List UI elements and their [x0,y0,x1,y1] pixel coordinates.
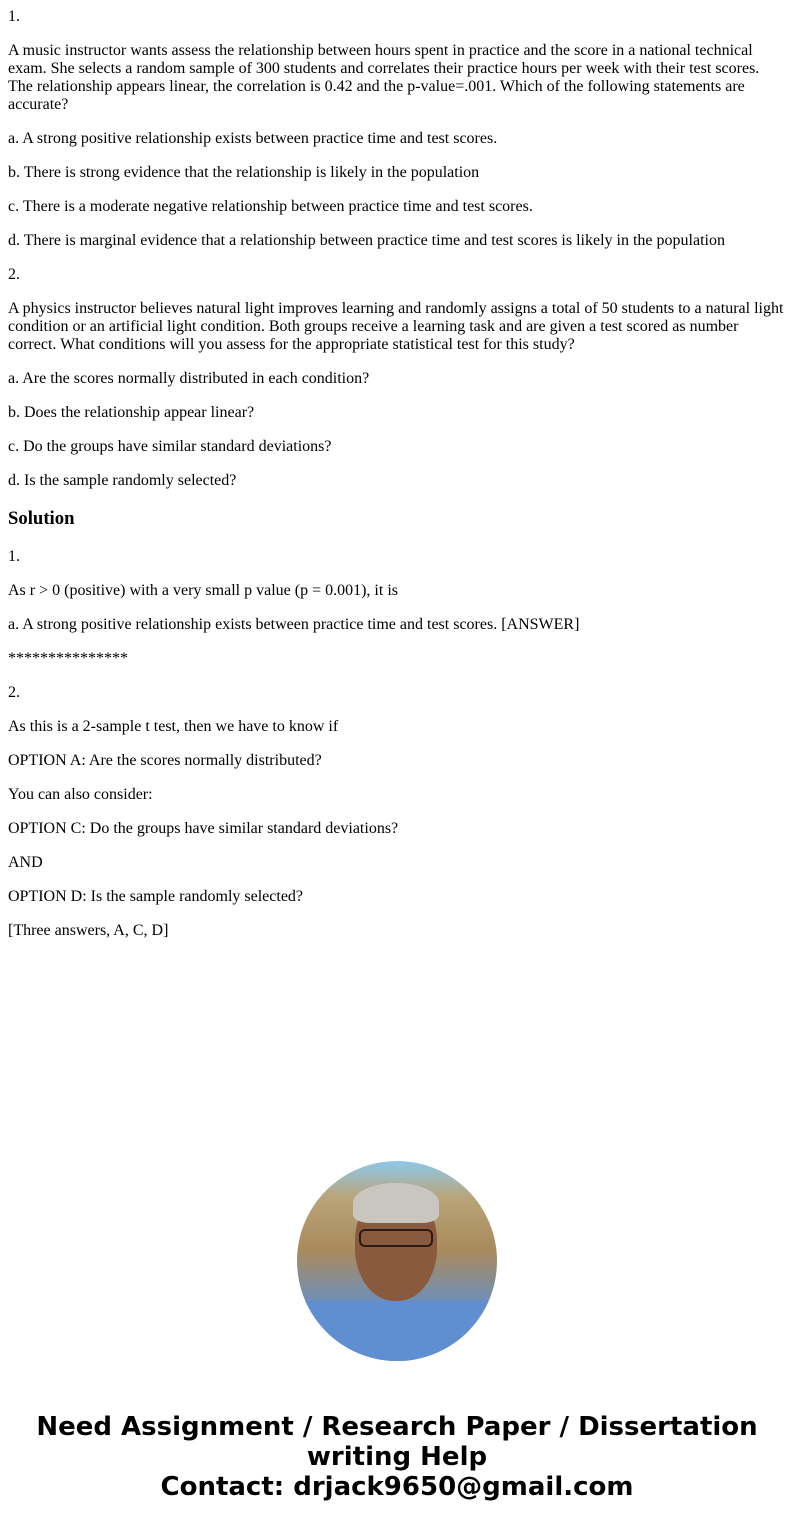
solution-line: As this is a 2-sample t test, then we have to know if [8,718,339,735]
solution-separator: *************** [8,650,128,667]
author-avatar [297,1161,497,1361]
solution-line: a. A strong positive relationship exists between practice time and test scores. [ANSWER] [8,616,580,633]
solution-line: As r > 0 (positive) with a very small p value (p = 0.001), it is [8,582,398,599]
solution-line: OPTION C: Do the groups have similar standard deviations? [8,820,399,837]
solution-line: 1. [8,548,20,565]
avatar-glasses [359,1229,433,1247]
question-1-option-d: d. There is marginal evidence that a relationship between practice time and test scores is likely in the population [8,232,725,249]
question-2-option-a: a. Are the scores normally distributed in each condition? [8,370,370,387]
solution-line: OPTION A: Are the scores normally distributed? [8,752,322,769]
banner-contact: Contact: drjack9650@gmail.com [160,1472,634,1502]
question-2-option-c: c. Do the groups have similar standard deviations? [8,438,332,455]
question-2-text: A physics instructor believes natural light improves learning and randomly assigns a total of 50 students to a natural light condition or an artificial light condition. Both groups receive a learning task and are given a test scored as number correct. What conditions will you assess for the appropriate statistical test for this study? [8,300,784,353]
solution-heading: Solution [8,508,75,529]
solution-line: AND [8,854,43,871]
question-2-number: 2. [8,266,20,283]
solution-line: 2. [8,684,20,701]
question-2-option-b: b. Does the relationship appear linear? [8,404,255,421]
question-2-option-d: d. Is the sample randomly selected? [8,472,237,489]
solution-line: You can also consider: [8,786,153,803]
question-1-option-b: b. There is strong evidence that the relationship is likely in the population [8,164,480,181]
question-1-option-a: a. A strong positive relationship exists between practice time and test scores. [8,130,498,147]
question-1-text: A music instructor wants assess the relationship between hours spent in practice and the score in a national technical exam. She selects a random sample of 300 students and correlates their practice hours per week with their test scores. The relationship appears linear, the correlation is 0.42 and the p-value=.001. Which of the following statements are accurate? [8,42,760,113]
avatar-hair [353,1183,439,1223]
contact-banner [0,1412,794,1502]
solution-line: [Three answers, A, C, D] [8,922,169,939]
question-1-number: 1. [8,8,20,25]
question-1-option-c: c. There is a moderate negative relationship between practice time and test scores. [8,198,533,215]
document-body [0,8,794,940]
banner-headline: Need Assignment / Research Paper / Dissertation writing Help [36,1412,758,1472]
solution-line: OPTION D: Is the sample randomly selected? [8,888,304,905]
avatar-shirt [297,1301,497,1361]
